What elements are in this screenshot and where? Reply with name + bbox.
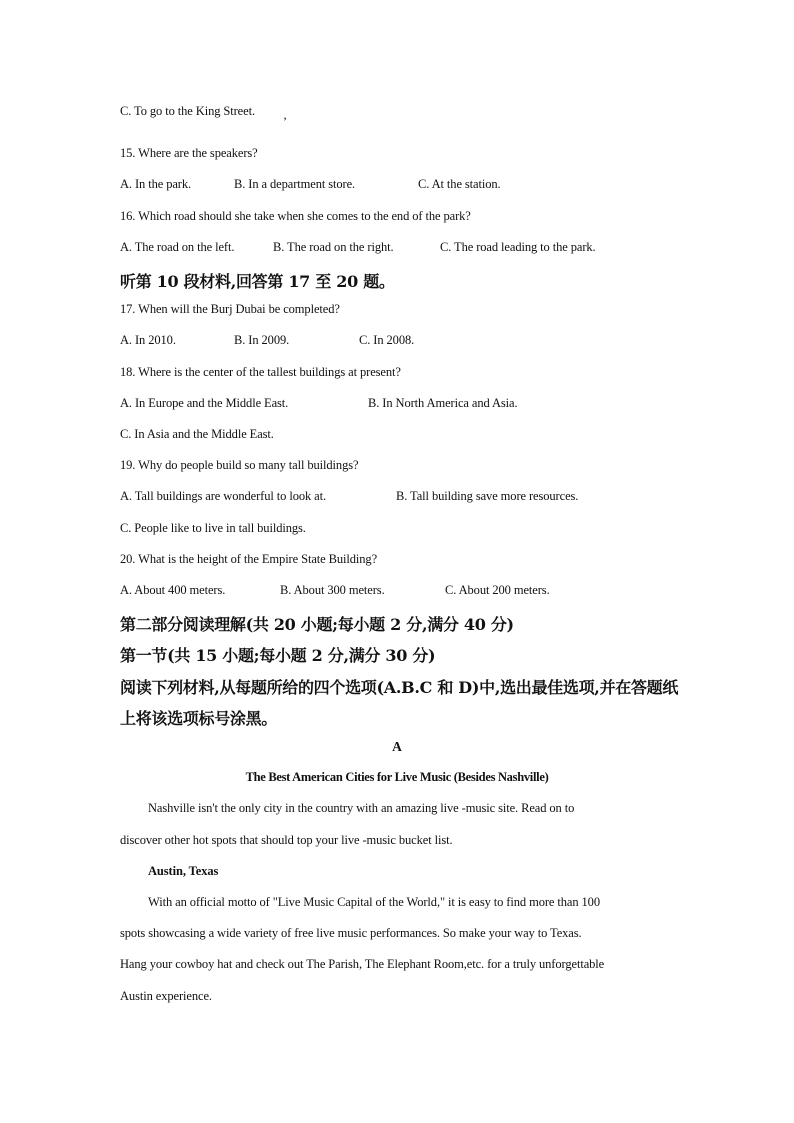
q19-option-c: C. People like to live in tall buildings.: [120, 521, 306, 535]
q18-option-c: C. In Asia and the Middle East.: [120, 427, 274, 441]
section-10-heading: 听第 10 段材料,回答第 17 至 20 题。: [120, 272, 395, 291]
q18-option-a: A. In Europe and the Middle East.: [120, 396, 289, 410]
q17-option-a: A. In 2010.: [120, 333, 176, 347]
passage-title: The Best American Cities for Live Music (Besides Nashville): [245, 770, 549, 784]
q20-option-c: C. About 200 meters.: [445, 583, 550, 597]
q15-option-a: A. In the park.: [120, 177, 192, 191]
q20-option-b: B. About 300 meters.: [280, 583, 385, 597]
q18-question: 18. Where is the center of the tallest buildings at present?: [120, 365, 401, 379]
q15-option-b: B. In a department store.: [234, 177, 356, 191]
intro-line-2: discover other hot spots that should top your live -music bucket list.: [120, 833, 453, 847]
q16-option-a: A. The road on the left.: [120, 240, 235, 254]
passage-letter: A: [392, 739, 402, 754]
q15-option-c: C. At the station.: [418, 177, 501, 191]
q20-question: 20. What is the height of the Empire State Building?: [120, 552, 378, 566]
q20-option-a: A. About 400 meters.: [120, 583, 226, 597]
q17-question: 17. When will the Burj Dubai be completed?: [120, 302, 340, 316]
q19-option-a: A. Tall buildings are wonderful to look at.: [120, 489, 327, 503]
austin-line-3: Hang your cowboy hat and check out The Parish, The Elephant Room,etc. for a truly unforgettable: [120, 957, 605, 971]
q17-option-c: C. In 2008.: [359, 333, 415, 347]
q16-option-b: B. The road on the right.: [273, 240, 394, 254]
instruction-line-1: 阅读下列材料,从每题所给的四个选项(A.B.C 和 D)中,选出最佳选项,并在答题纸: [120, 678, 679, 697]
intro-line-1: Nashville isn't the only city in the country with an amazing live -music site. Read on to: [148, 801, 575, 815]
section-1-heading: 第一节(共 15 小题;每小题 2 分,满分 30 分): [120, 646, 436, 665]
austin-line-2: spots showcasing a wide variety of free live music performances. So make your way to Texas.: [120, 926, 582, 940]
stray-mark: ’: [283, 114, 287, 128]
q16-question: 16. Which road should she take when she comes to the end of the park?: [120, 209, 471, 223]
austin-line-1: With an official motto of "Live Music Capital of the World," it is easy to find more than 100: [148, 895, 600, 909]
q18-option-b: B. In North America and Asia.: [368, 396, 518, 410]
austin-line-4: Austin experience.: [120, 989, 212, 1003]
part-2-heading: 第二部分阅读理解(共 20 小题;每小题 2 分,满分 40 分): [120, 615, 514, 634]
q19-question: 19. Why do people build so many tall buildings?: [120, 458, 359, 472]
q17-option-b: B. In 2009.: [234, 333, 290, 347]
q15-question: 15. Where are the speakers?: [120, 146, 258, 160]
city-heading-austin: Austin, Texas: [148, 864, 219, 878]
q16-option-c: C. The road leading to the park.: [440, 240, 596, 254]
instruction-line-2: 上将该选项标号涂黑。: [120, 709, 278, 728]
q19-option-b: B. Tall building save more resources.: [396, 489, 579, 503]
q14-option-c: C. To go to the King Street.: [120, 104, 255, 118]
